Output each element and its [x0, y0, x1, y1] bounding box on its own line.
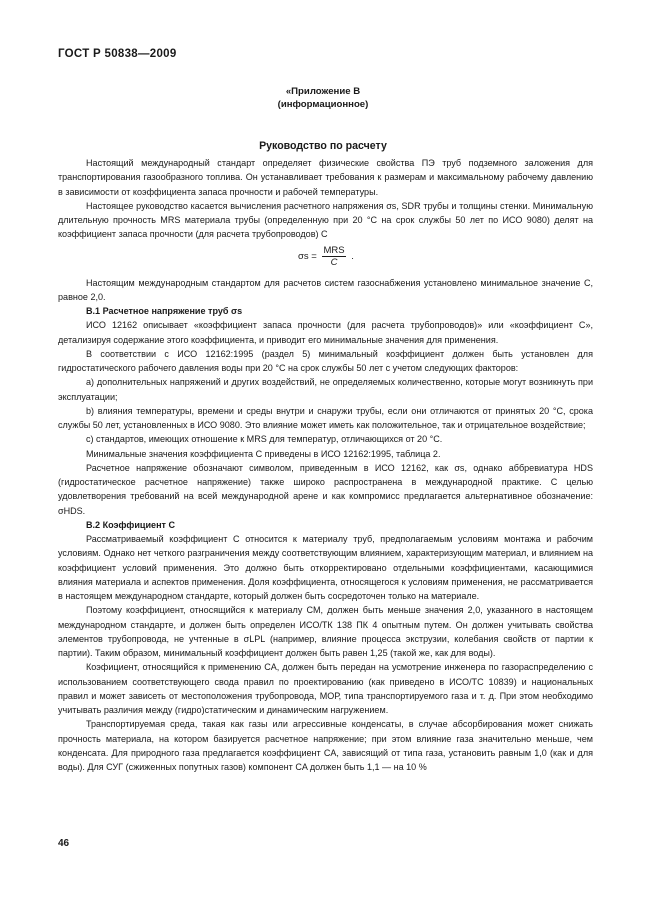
appendix-subtitle: (информационное) — [277, 99, 369, 110]
paragraph: Коэфициент, относящийся к применению СA, должен быть передан на усмотрение инженера по газораспределению с использованием соответствующего свода правил по проектированию (как приведено в ИСО/ТС 10839) и национальных правил и может зависеть от местоположения трубопровода, МОР, типа транспортируемого газа и т. д. При этом необходимо учитывать различия между (гидро)статическим и динамическим нагружением. — [58, 662, 593, 715]
formula — [58, 242, 593, 276]
page-number: 46 — [58, 838, 70, 849]
list-item: b) влияния температуры, времени и среды внутри и снаружи трубы, если они отличаются от принятых 20 °С, срока службы 50 лет, установленных в ИСО 9080. Это влияние может иметь как положительное, так и отрицательное воздействие; — [58, 405, 593, 430]
formula-end: . — [351, 250, 354, 262]
document-body — [58, 156, 593, 774]
paragraph: В соответствии с ИСО 12162:1995 (раздел 5) минимальный коэффициент должен быть установлен для гидростатического рабочего давления воды при 20 °С на срок службы 50 лет с учетом следующих факторов: — [58, 348, 593, 373]
paragraph: Минимальные значения коэффициента С приведены в ИСО 12162:1995, таблица 2. — [86, 448, 441, 459]
subsection-heading: В.1 Расчетное напряжение труб σs — [86, 306, 243, 316]
paragraph: Поэтому коэффициент, относящийся к материалу СM, должен быть меньше значения 2,0, указанного в настоящем международном стандарте, и должен быть определен ИСО/ТК 138 ПК 4 опытным путем. Он должен учитывать свойства элементов трубопровода, не учтенные в σLPL (например, влияние процесса экструзии, колебания свойств от партии к партии). Таким образом, минимальный коэффициент должен быть равен 1,25 (такой же, как для воды). — [58, 605, 593, 658]
subsection-heading: В.2 Коэффициент С — [86, 519, 176, 530]
list-item: а) дополнительных напряжений и других воздействий, не определяемых количественно, которые могут возникнуть при эксплуатации; — [58, 377, 593, 402]
paragraph: Рассматриваемый коэффициент С относится к материалу труб, предполагаемым условиям монтажа и рабочим условиям. Однако нет четкого разграничения между соответствующим влиянием, характеризующим материал, и влиянием на коэффициент условий применения. Это должно быть откорректировано отдельными коэффициентами, касающимися влияния материала и аспектов применения. Доля коэффициента, относящегося к условиям применения, не рассматривается в настоящем международном стандарте, который должен быть сосредоточен только на материале. — [58, 534, 593, 601]
paragraph: Настоящее руководство касается вычисления расчетного напряжения σs, SDR трубы и толщины стенки. Минимальную длительную прочность MRS материала трубы (определенную при 20 °С на срок службы 50 лет по ИСО 9080) делят на коэффициент запаса прочности (для расчета трубопроводов) С — [58, 200, 593, 240]
paragraph: Настоящий международный стандарт определяет физические свойства ПЭ труб подземного заложения для транспортирования газообразного топлива. Он устанавливает требования к размерам и максимальному рабочему давлению в зависимости от коэффициента запаса прочности и рабочей температуры. — [58, 158, 593, 197]
paragraph: Расчетное напряжение обозначают символом, приведенным в ИСО 12162, как σs, однако аббревиатура HDS (гидростатическое расчетное напряжение) также широко распространена в международной практике. С целью удовлетворения требований на всей международной арене и как компромисс предлагается альтернативное обозначение: σHDS. — [58, 462, 593, 516]
formula-fraction — [322, 245, 345, 268]
paragraph: ИСО 12162 описывает «коэффициент запаса прочности (для расчета трубопроводов)» или «коэффициент С», детализируя содержание этого коэффициента, и приводит его минимальные значения для применения. — [58, 320, 593, 345]
document-code: ГОСТ Р 50838—2009 — [58, 48, 177, 60]
formula-numerator: MRS — [323, 244, 345, 256]
appendix-title: «Приложение В — [285, 86, 361, 97]
paragraph: Настоящим международным стандартом для расчетов систем газоснабжения установлено минимальное значение С, равное 2,0. — [58, 277, 593, 302]
section-title: Руководство по расчету — [259, 140, 387, 152]
formula-denominator: C — [330, 256, 338, 268]
formula-lhs: σs = — [298, 250, 317, 262]
paragraph: Транспортируемая среда, такая как газы или агрессивные конденсаты, в случае абсорбирования может снижать прочность материала, на котором базируется расчетное напряжение; при этом влияние газа значительно меньше, чем конденсата. Для природного газа предлагается коэффициент СA, зависящий от типа газа, установить равным 1,0 (как и для воды). Для СУГ (сжиженных попутных газов) компонент СA должен быть 1,1 — на 10 % — [58, 719, 593, 772]
list-item: с) стандартов, имеющих отношение к MRS для температур, отличающихся от 20 °С. — [86, 434, 443, 445]
